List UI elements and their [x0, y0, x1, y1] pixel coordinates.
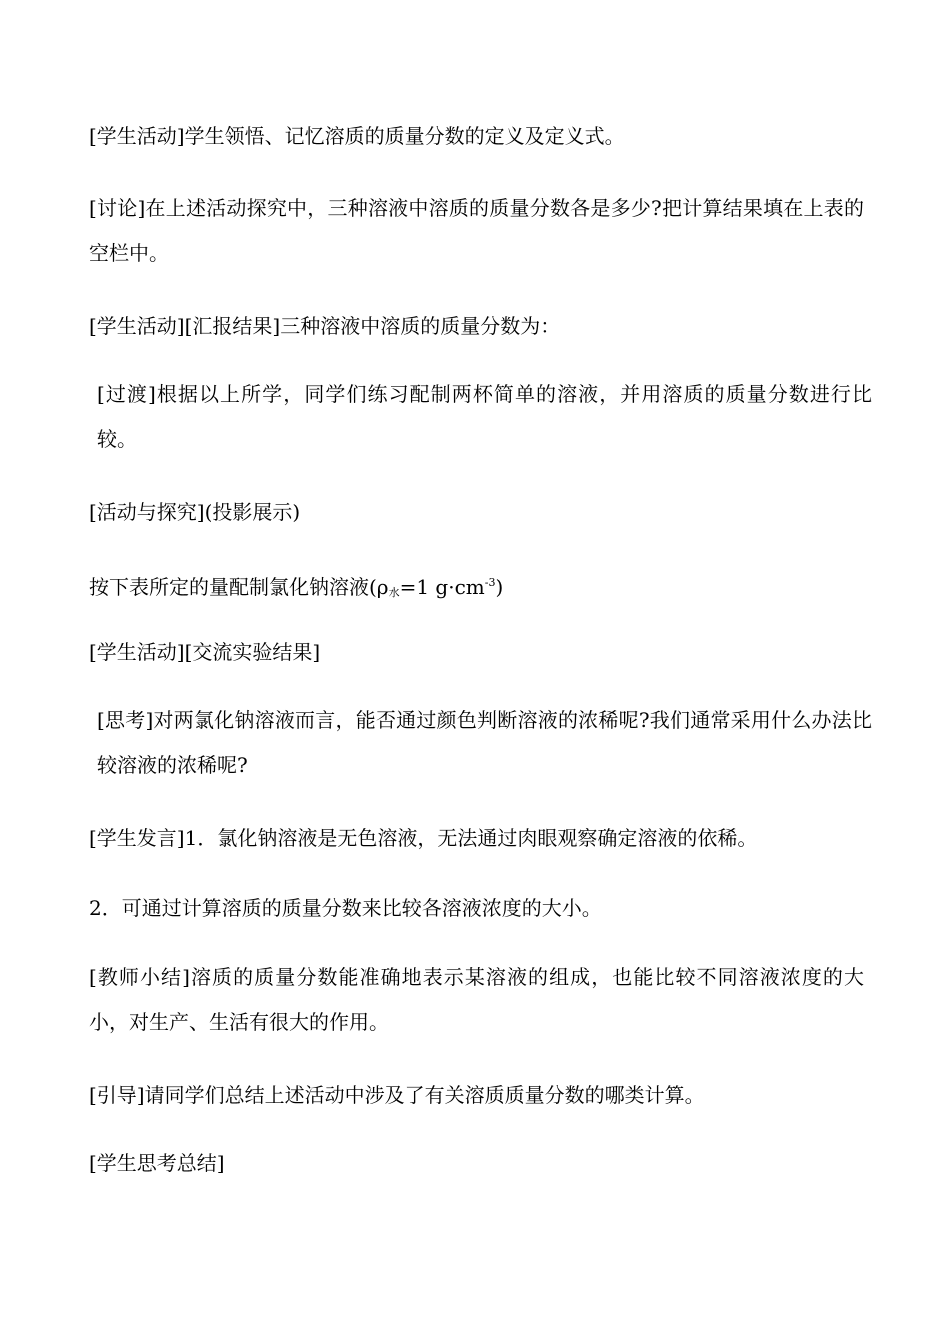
- paragraph-student-speech: [学生发言]1．氯化钠溶液是无色溶液，无法通过肉眼观察确定溶液的依稀。: [89, 826, 758, 850]
- paragraph-discussion: [讨论]在上述活动探究中，三种溶液中溶质的质量分数各是多少?把计算结果填在上表的空栏中。: [89, 196, 864, 265]
- paragraph-student-activity-1: [学生活动]学生领悟、记忆溶质的质量分数的定义及定义式。: [89, 124, 625, 148]
- paragraph-think: [思考]对两氯化钠溶液而言，能否通过颜色判断溶液的浓稀呢?我们通常采用什么办法比较溶液的浓稀呢?: [97, 708, 872, 777]
- formula-suffix: ): [495, 575, 504, 599]
- paragraph-prepare-solution: [89, 560, 864, 615]
- paragraph-transition: [过渡]根据以上所学，同学们练习配制两杯简单的溶液，并用溶质的质量分数进行比较。: [97, 382, 872, 451]
- paragraph-activity-explore: [活动与探究](投影展示): [89, 500, 301, 524]
- paragraph-student-exchange: [学生活动][交流实验结果]: [89, 640, 321, 664]
- paragraph-teacher-summary: [教师小结]溶质的质量分数能准确地表示某溶液的组成，也能比较不同溶液浓度的大小，对生产、生活有很大的作用。: [89, 965, 864, 1034]
- paragraph-point-2: 2．可通过计算溶质的质量分数来比较各溶液浓度的大小。: [89, 896, 602, 920]
- formula-prefix: 按下表所定的量配制氯化钠溶液(ρ: [89, 575, 389, 599]
- paragraph-student-report: [学生活动][汇报结果]三种溶液中溶质的质量分数为：: [89, 314, 561, 338]
- formula-superscript: -3: [484, 576, 496, 589]
- formula-middle: =1 g·cm: [399, 575, 485, 599]
- paragraph-guide: [引导]请同学们总结上述活动中涉及了有关溶质质量分数的哪类计算。: [89, 1083, 705, 1107]
- formula-subscript: 水: [388, 586, 400, 599]
- paragraph-student-summary: [学生思考总结]: [89, 1151, 225, 1175]
